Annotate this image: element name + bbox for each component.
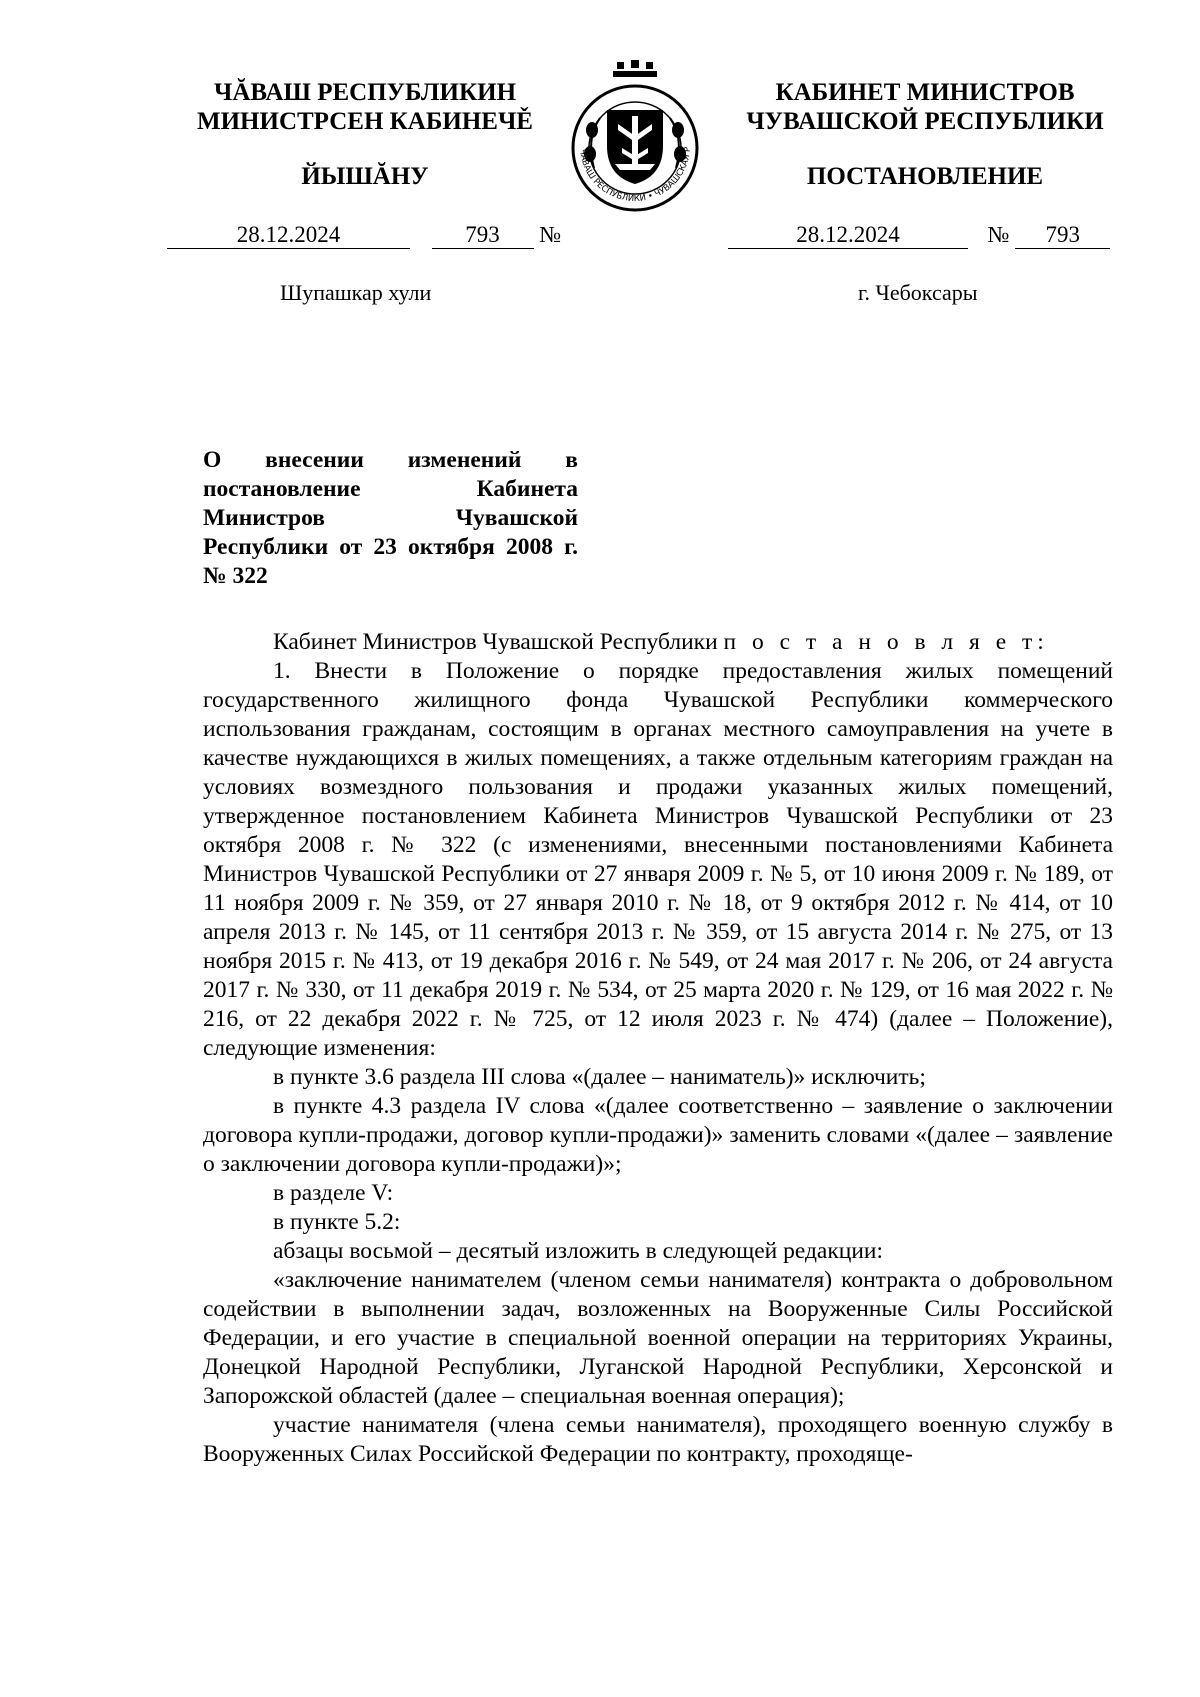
- intro-prefix: Кабинет Министров Чувашской Республики: [273, 629, 718, 655]
- left-header-org: [150, 78, 580, 136]
- right-doc-type: ПОСТАНОВЛЕНИЕ: [806, 163, 1044, 190]
- left-date-line: [167, 222, 561, 252]
- body-paragraph: участие нанимателя (члена семьи нанимателя), проходящего военную службу в Вооруженных Силах Российской Федерации по контракту, проходяще-: [203, 1412, 1113, 1467]
- body-paragraph: 1. Внести в Положение о порядке предоставления жилых помещений государственного жилищного фонда Чувашской Республики коммерческого использования гражданам, состоящим в органах местного самоуправления на учете в качестве нуждающихся в жилых помещениях, а также отдельным категориям граждан на условиях возмездного пользования и продажи указанных жилых помещений, утвержденное постановлением Кабинета Министров Чувашской Республики от 23 октября 2008 г. № 322 (с изменениями, внесенными постановлениями Кабинета Министров Чувашской Республики от 27 января 2009 г. № 5, от 10 июня 2009 г. № 189, от 11 ноября 2009 г. № 359, от 27 января 2010 г. № 18, от 9 октября 2012 г. № 414, от 10 апреля 2013 г. № 145, от 11 сентября 2013 г. № 359, от 15 августа 2014 г. № 275, от 13 ноября 2015 г. № 413, от 19 декабря 2016 г. № 549, от 24 мая 2017 г. № 206, от 24 августа 2017 г. № 330, от 11 декабря 2019 г. № 534, от 25 марта 2020 г. № 129, от 16 мая 2022 г. № 216, от 22 декабря 2022 г. № 725, от 12 июля 2023 г. № 474) (далее – Положение), следующие изменения:: [203, 658, 1113, 1061]
- body-paragraph: в разделе V:: [273, 1180, 394, 1206]
- emblem-ring-text: ЧĂВАШ РЕСПУБЛИКИ • ЧУВАШСКАЯ Р: [577, 146, 694, 205]
- body-paragraph: в пункте 4.3 раздела IV слова «(далее соответственно – заявление о заключении договора купли-продажи, договор купли-продажи)» заменить словами «(далее – заявление о заключении договора купли-продажи)»;: [203, 1093, 1113, 1177]
- body-paragraph: в пункте 5.2:: [273, 1209, 401, 1235]
- left-doc-type: ЙЫШĂНУ: [301, 163, 429, 190]
- right-date: 28.12.2024: [728, 222, 968, 249]
- left-number-sign: №: [539, 222, 562, 247]
- left-header-line1: ЧĂВАШ РЕСПУБЛИКИН: [213, 79, 517, 106]
- right-number: 793: [1015, 222, 1110, 249]
- document-body: [203, 628, 1113, 1469]
- left-date: 28.12.2024: [167, 222, 410, 249]
- body-paragraph: абзацы восьмой – десятый изложить в следующей редакции:: [273, 1238, 884, 1264]
- right-number-sign: №: [987, 222, 1010, 247]
- intro-paragraph: [203, 628, 1113, 657]
- right-header-line2: ЧУВАШСКОЙ РЕСПУБЛИКИ: [746, 108, 1104, 135]
- document-subject: О внесении изменений в постановление Кабинета Министров Чувашской Республики от 23 октября 2008 г. № 322: [203, 447, 578, 589]
- right-header-line1: КАБИНЕТ МИНИСТРОВ: [775, 79, 1075, 106]
- left-number: 793: [432, 222, 534, 249]
- left-city: Шупашкар хули: [280, 280, 432, 305]
- intro-verb: п о с т а н о в л я е т:: [723, 629, 1049, 655]
- right-date-line: [728, 222, 1110, 252]
- body-paragraph: «заключение нанимателем (членом семьи нанимателя) контракта о добровольном содействии в выполнении задач, возложенных на Вооруженные Силы Российской Федерации, и его участие в специальной военной операции на территориях Украины, Донецкой Народной Республики, Луганской Народной Республики, Херсонской и Запорожской областей (далее – специальная военная операция);: [203, 1267, 1113, 1409]
- left-header-line2: МИНИСТРСЕН КАБИНЕЧĚ: [197, 108, 533, 135]
- right-city: г. Чебоксары: [858, 280, 978, 305]
- chuvash-coat-of-arms-icon: [560, 58, 710, 218]
- body-paragraph: в пункте 3.6 раздела III слова «(далее – наниматель)» исключить;: [273, 1064, 926, 1090]
- right-header-org: [740, 78, 1110, 136]
